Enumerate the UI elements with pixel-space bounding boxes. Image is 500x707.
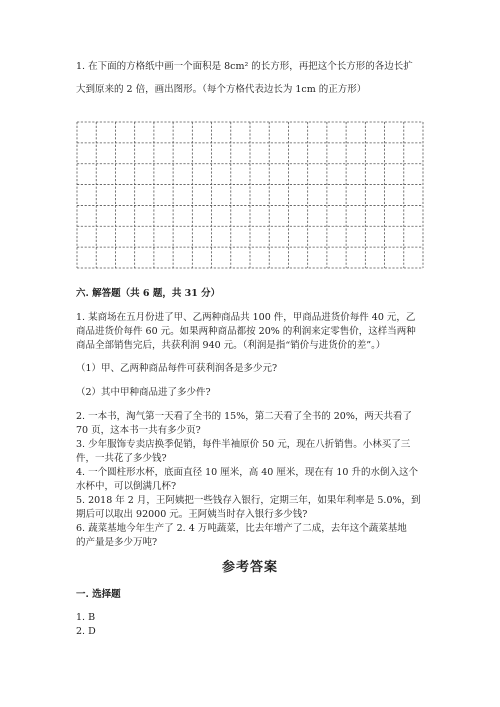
question-1-line-2: 大到原来的 2 倍，画出图形。（每个方格代表边长为 1cm 的正方形） <box>76 84 367 95</box>
problem-4-line-2: 水杯中，可以倒满几杯? <box>76 481 177 492</box>
square-grid-paper <box>76 121 424 269</box>
problem-1-line-2: 商品进货价每件 60 元。如果两种商品都按 20% 的利润来定零售价，这样当两种 <box>76 326 416 337</box>
question-1-line-1: 1. 在下面的方格纸中画一个面积是 8cm² 的长方形，再把这个长方形的各边长扩 <box>76 61 413 72</box>
problem-2-line-1: 2. 一本书，淘气第一天看了全书的 15%，第二天看了全书的 20%，两天共看了 <box>76 411 412 422</box>
answers-title: 参考答案 <box>221 560 278 575</box>
grid-lines <box>76 121 424 269</box>
answer-1: 1. B <box>76 612 96 623</box>
answer-2: 2. D <box>76 626 96 637</box>
problem-2-line-2: 70 页，这本书一共有多少页? <box>76 425 201 436</box>
problem-1-line-1: 1. 某商场在五月份进了甲、乙两种商品共 100 件，甲商品进货价每件 40 元，乙 <box>76 312 416 323</box>
problem-3-line-2: 件，一共花了多少钱? <box>76 453 167 464</box>
problem-6-line-2: 的产量是多少万吨? <box>76 537 158 548</box>
section-6-title: 六. 解答题（共 6 题，共 31 分） <box>76 288 221 299</box>
problem-5-line-1: 5. 2018 年 2 月，王阿姨把一些钱存入银行，定期三年，如果年利率是 5.0%，到 <box>76 495 421 506</box>
problem-1-sub-1: （1）甲、乙两种商品每件可获利润各是多少元? <box>76 363 278 374</box>
problem-5-line-2: 期后可以取出 92000 元。王阿姨当时存入银行多少钱? <box>76 509 308 520</box>
problem-6-line-1: 6. 蔬菜基地今年生产了 2. 4 万吨蔬菜，比去年增产了二成，去年这个蔬菜基地 <box>76 523 407 534</box>
problem-4-line-1: 4. 一个圆柱形水杯，底面直径 10 厘米，高 40 厘米，现在有 10 升的水倒入这个 <box>76 467 418 478</box>
problem-1-line-3: 商品全部销售完后，共获利润 940 元。（利润是指“销价与进货价的差”。） <box>76 340 386 351</box>
problem-3-line-1: 3. 少年服饰专卖店换季促销，每件半袖原价 50 元，现在八折销售。小林买了三 <box>76 439 411 450</box>
answers-section-1: 一. 选择题 <box>76 589 121 600</box>
problem-1-sub-2: （2）其中甲种商品进了多少件? <box>76 387 211 398</box>
